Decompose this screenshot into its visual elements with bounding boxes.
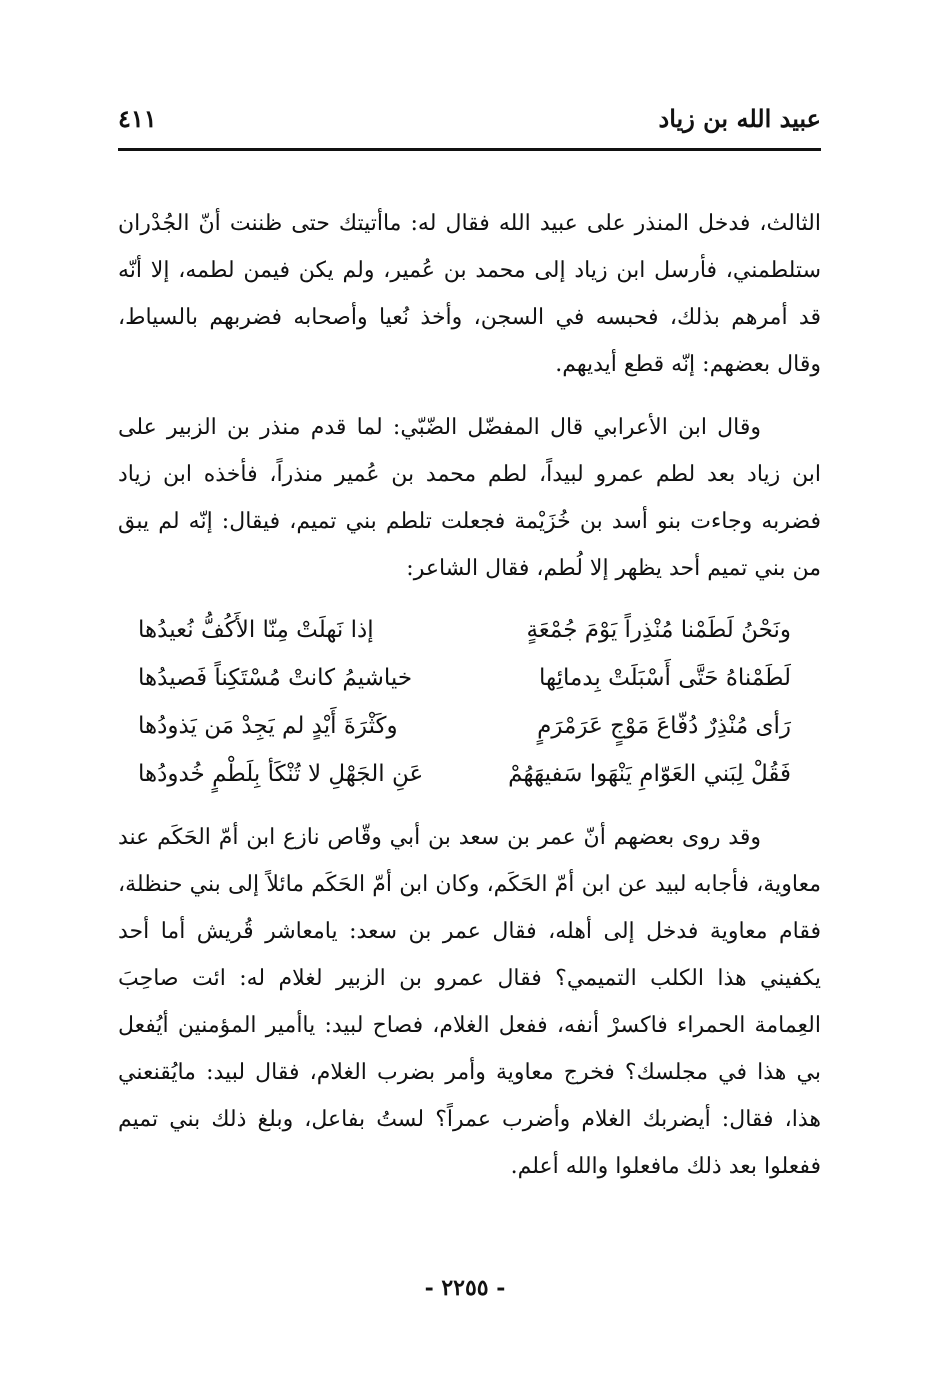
poem-verse (118, 702, 821, 750)
running-title: عبيد الله بن زياد (658, 104, 821, 133)
paragraph-1: الثالث، فدخل المنذر على عبيد الله فقال له: ماأتيتك حتى ظننت أنّ الجُدْران ستلطمني، فأرسل ابن زياد إلى محمد بن عُمير، ولم يكن فيمن لطمه، إلا أنّه قد أمرهم بذلك، فحبسه في السجن، وأخذ نُعيا وأصحابه فضربهم بالسياط، وقال بعضهم: إنّه قطع أيديهم. (118, 211, 822, 377)
main-text (118, 200, 821, 1190)
paragraph-3: وقد روى بعضهم أنّ عمر بن سعد بن أبي وقّاص نازع ابن أمّ الحَكَم عند معاوية، فأجابه لبيد عن ابن أمّ الحَكَم، وكان ابن أمّ الحَكَم مائلاً إلى بني حنظلة، فقام معاوية فدخل إلى أهله، فقال عمر بن سعد: يامعاشر قُريش أما أحد يكفيني هذا الكلب التميمي؟ فقال عمرو بن الزبير لغلام له: ائت صاحِبَ العِمامة الحمراء فاكسرْ أنفه، ففعل الغلام، فصاح لبيد: ياأمير المؤمنين أيُفعل بي هذا في مجلسك؟ فخرج معاوية وأمر بضرب الغلام، فقال لبيد: مايُقنعني هذا، فقال: أيضربك الغلام وأضرب عمراً؟ لستُ بفاعل، وبلغ ذلك بني تميم ففعلوا بعد ذلك مافعلوا والله أعلم. (118, 825, 821, 1179)
verse-first-hemistich: رَأى مُنْذِرٌ دُفّاعَ مَوْجٍ عَرَمْرَمٍ (537, 713, 791, 739)
poem-verse (118, 750, 821, 798)
page-header (118, 104, 821, 144)
verse-first-hemistich: فَقُلْ لِبَني العَوّامِ يَنْهَوا سَفيهَهُمْ (508, 761, 791, 787)
verse-second-hemistich: عَنِ الجَهْلِ لا تُنْكَأ بِلَطْمٍ خُدودُها (138, 761, 424, 787)
verse-second-hemistich: وكَثْرَةَ أَيْدٍ لم يَجِدْ مَن يَذودُها (138, 713, 398, 739)
verse-second-hemistich: خياشيمُ كانتْ مُسْتَكِناً فَصيدُها (138, 665, 413, 691)
poem (118, 606, 821, 798)
header-divider (118, 148, 821, 151)
verse-first-hemistich: لَطَمْناهُ حَتَّى أَسْبَلَتْ بِدمائِها (538, 665, 791, 691)
footer-page-number: - ٢٢٥٥ - (424, 1275, 506, 1301)
poem-verse (118, 654, 821, 702)
paragraph-2: وقال ابن الأعرابي قال المفضّل الضّبّي: لما قدم منذر بن الزبير على ابن زياد بعد لطم عمرو لبيداً، لطم محمد بن عُمير منذراً، فأخذه ابن زياد فضربه وجاءت بنو أسد بن خُزَيْمة فجعلت تلطم بني تميم، فيقال: إنّه لم يبق من بني تميم أحد يظهر إلا لُطم، فقال الشاعر: (118, 415, 821, 581)
poem-verse (118, 606, 821, 654)
verse-second-hemistich: إذا نَهلَتْ مِنّا الأَكُفُّ نُعيدُها (138, 617, 374, 643)
header-page-number: ٤١١ (118, 104, 157, 133)
verse-first-hemistich: ونَحْنُ لَطَمْنا مُنْذِراً يَوْمَ جُمْعَةٍ (526, 617, 791, 643)
